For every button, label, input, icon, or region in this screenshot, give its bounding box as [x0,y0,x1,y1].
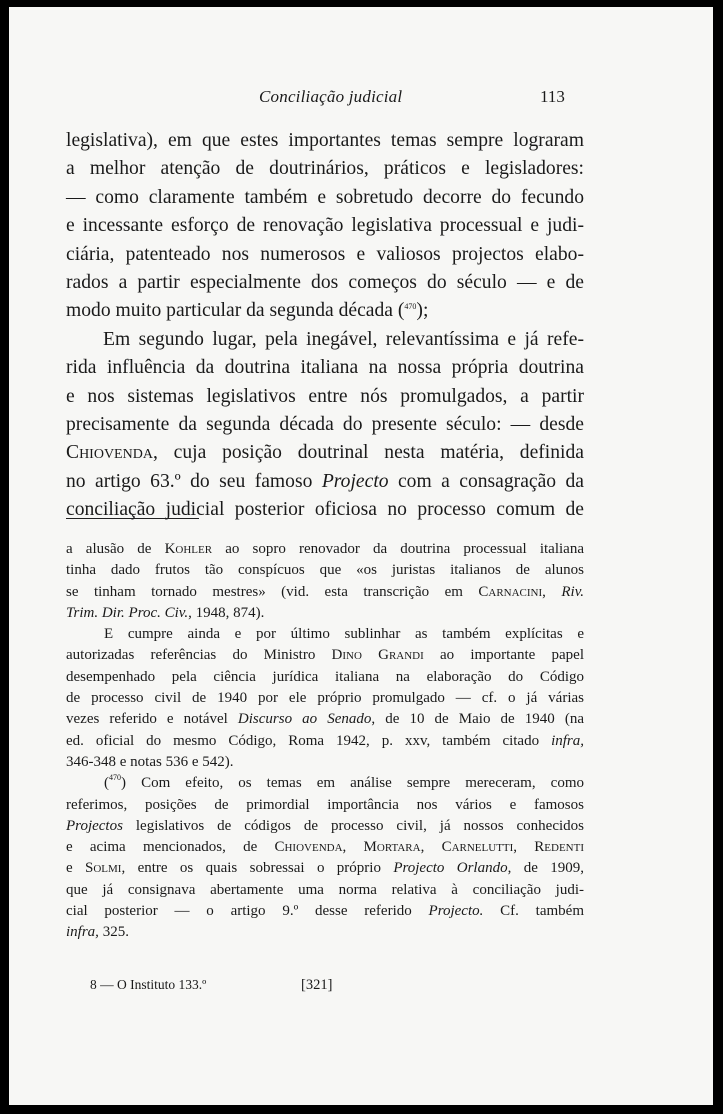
note-line: vezes referido e notável Discurso ao Senado, de 10 de Maio de 1940 (na [66,711,585,728]
note-line: cial posterior — o artigo 9.º desse referido Projecto. Cf. também [66,903,584,920]
note-line: Trim. Dir. Proc. Civ., 1948, 874). [66,604,265,621]
body-line: Em segundo lugar, pela inegável, relevantíssima e já refe- [103,328,584,350]
body-line: e nos sistemas legislativos entre nós promulgados, a partir [66,385,584,407]
body-line: no artigo 63.º do seu famoso Projecto com a consagração da [66,470,585,492]
note-line: de processo civil de 1940 por ele próprio promulgado — cf. o já várias [66,690,584,707]
note-line: Projectos legislativos de códigos de processo civil, já nossos conhecidos [66,817,584,834]
body-line: precisamente da segunda década do presente século: — desde [66,414,584,436]
printer-signature: 8 — O Instituto 133.º [90,977,207,992]
note-line: tinha dado frutos tão conspícuos que «os juristas italianos de alunos [66,562,584,579]
body-line: Chiovenda, cuja posição doutrinal nesta matéria, definida [66,442,584,464]
note-line: 346-348 e notas 536 e 542). [66,753,234,770]
body-line: rados a partir especialmente dos começos do século — e de [66,272,584,294]
note-line: e acima mencionados, de Chiovenda, Mortara, Carnelutti, Redenti [66,839,585,856]
folio-number: [321] [301,977,333,993]
footnotes [66,539,584,944]
body-line: legislativa), em que estes importantes temas sempre lograram [66,130,584,151]
document-page [9,7,713,1105]
body-line: e incessante esforço de renovação legislativa processual e judi- [66,215,584,237]
note-line: a alusão de Kohler ao sopro renovador da doutrina processual italiana [66,541,584,557]
author-name: Chiovenda [66,442,153,464]
note-line: ed. oficial do mesmo Código, Roma 1942, p. xxv, também citado infra, [66,732,584,749]
note-line: desempenhado pela ciência jurídica italiana na elaboração do Código [66,668,584,685]
footnote-ref: 470 [404,302,417,312]
note-line: referimos, posições de primordial importância nos vários e famosos [66,796,584,813]
note-line: e Solmi, entre os quais sobressai o próprio Projecto Orlando, de 1909, [66,860,584,877]
running-head [9,87,713,111]
body-line: a melhor atenção de doutrinários, práticos e legisladores: [66,158,584,180]
body-text [66,127,584,525]
page-footer [9,977,713,997]
note-line: ($^{470}$) Com efeito, os temas em análise sempre mereceram, como [104,773,584,792]
footnote-separator [66,518,199,519]
body-line: modo muito particular da segunda década ($^{470}$); [66,300,429,322]
footnote-number: 470 [109,773,121,783]
body-line: — como claramente também e sobretudo decorre do fecundo [66,186,584,208]
note-line: que já consignava abertamente uma norma relativa à conciliação judi- [66,881,584,898]
body-line: conciliação judicial posterior oficiosa no processo comum de [66,499,584,521]
body-line: rida influência da doutrina italiana na nossa própria doutrina [66,357,584,379]
note-line: autorizadas referências do Ministro Dino Grandi ao importante papel [66,647,584,664]
note-line: infra, 325. [66,924,129,941]
note-line: E cumpre ainda e por último sublinhar as também explícitas e [104,626,584,643]
body-line: ciária, patenteado nos numerosos e valiosos projectos elabo- [66,243,584,265]
running-title: Conciliação judicial [259,87,403,106]
page-number: 113 [540,87,565,106]
note-line: se tinham tornado mestres» (vid. esta transcrição em Carnacini, Riv. [66,583,584,600]
